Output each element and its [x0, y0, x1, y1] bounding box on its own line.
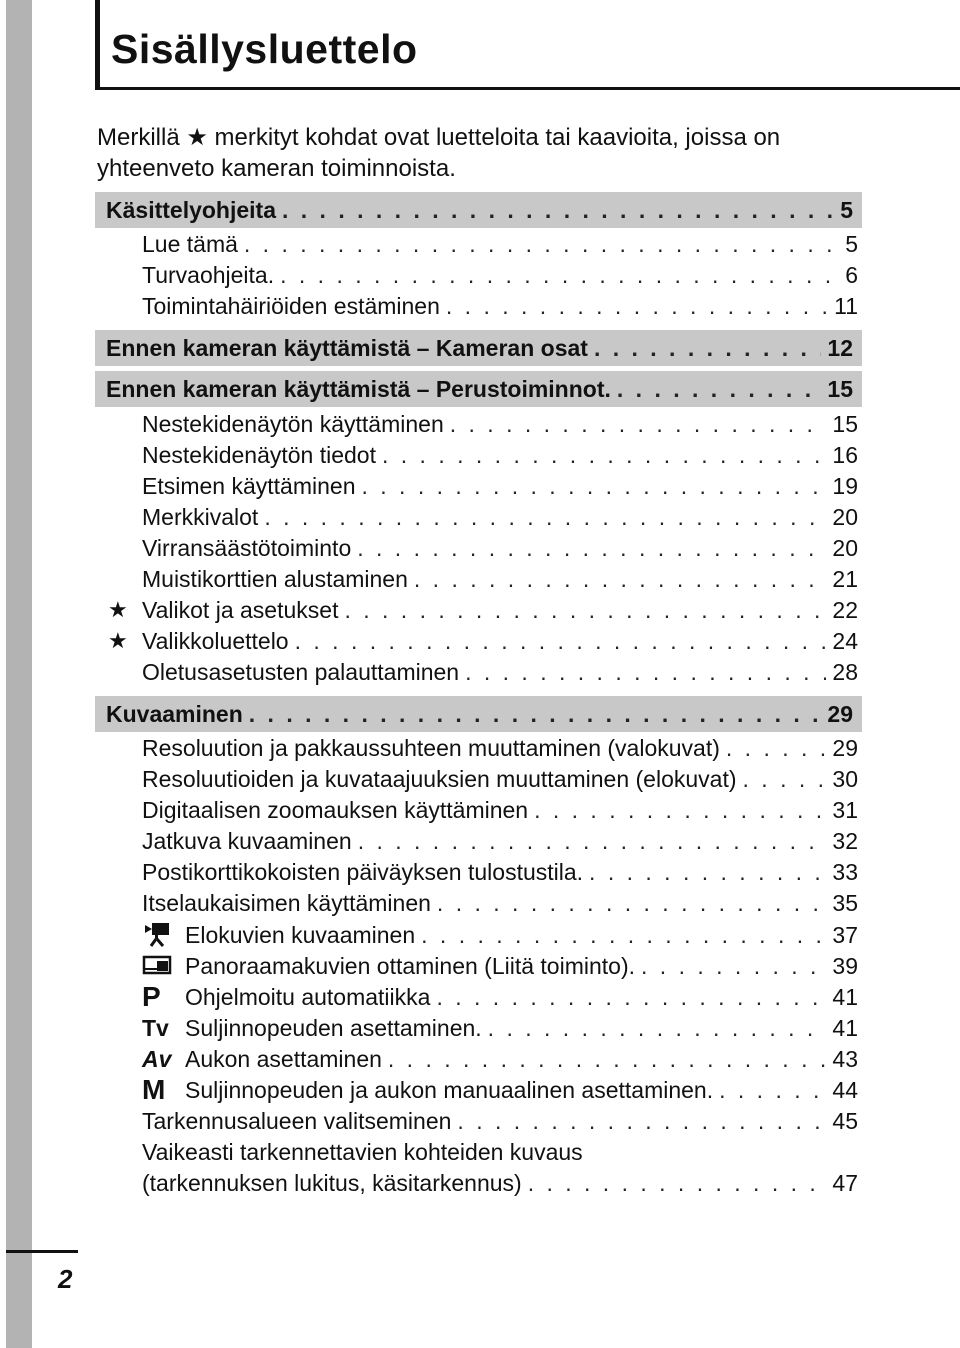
toc-page-number: 41 — [832, 983, 858, 1010]
program-mode-icon: P — [142, 981, 161, 1012]
dot-leader — [357, 535, 826, 562]
dot-leader — [534, 797, 826, 824]
toc-entry-label: Toimintahäiriöiden estäminen — [142, 292, 440, 319]
dot-leader — [446, 293, 828, 320]
star-icon: ★ — [108, 628, 128, 653]
dot-leader — [436, 984, 826, 1011]
toc-page-number: 22 — [832, 596, 858, 623]
toc-page-number: 16 — [832, 441, 858, 468]
toc-page-number: 39 — [832, 952, 858, 979]
toc-entry[interactable] — [142, 440, 858, 470]
dot-leader — [414, 566, 827, 593]
toc-page-number: 21 — [832, 565, 858, 592]
dot-leader — [617, 376, 822, 403]
toc-page-number: 30 — [832, 765, 858, 792]
toc-section-label: Ennen kameran käyttämistä – Perustoiminnot. — [106, 375, 611, 402]
toc-page-number: 19 — [832, 472, 858, 499]
toc-entry-label: Muistikorttien alustaminen — [142, 565, 408, 592]
toc-page-number: 15 — [832, 410, 858, 437]
toc-section[interactable] — [95, 192, 862, 228]
toc-section[interactable] — [95, 696, 862, 732]
toc-entry-label: Suljinnopeuden ja aukon manuaalinen asettaminen. — [185, 1076, 714, 1103]
dot-leader — [594, 335, 821, 362]
dot-leader — [457, 1108, 826, 1135]
toc-entry[interactable] — [185, 1044, 858, 1074]
dot-leader — [421, 922, 826, 949]
toc-entry-label: Valikot ja asetukset — [142, 596, 339, 623]
toc-entry-label: Nestekidenäytön tiedot — [142, 441, 376, 468]
toc-entry[interactable] — [185, 951, 858, 981]
aperture-priority-mode-icon: Av — [142, 1046, 172, 1072]
toc-entry-label: Resoluutioiden ja kuvataajuuksien muuttaminen (elokuvat) — [142, 765, 737, 792]
dot-leader — [264, 504, 826, 531]
toc-entry[interactable] — [185, 1075, 858, 1105]
toc-entry[interactable] — [142, 857, 858, 887]
manual-mode-icon: M — [142, 1074, 166, 1105]
toc-entry-label: Itselaukaisimen käyttäminen — [142, 889, 431, 916]
toc-entry[interactable] — [142, 826, 858, 856]
toc-section-label: Käsittelyohjeita — [106, 196, 276, 223]
toc-entry-label: Ohjelmoitu automatiikka — [185, 983, 431, 1010]
dot-leader — [465, 659, 826, 686]
toc-entry-label: Postikorttikokoisten päiväyksen tulostustila. — [142, 858, 584, 885]
toc-entry[interactable] — [142, 564, 858, 594]
toc-page-number: 11 — [834, 292, 858, 319]
toc-entry[interactable] — [142, 1168, 858, 1198]
toc-entry-label: Lue tämä — [142, 230, 238, 257]
toc-entry-label: Digitaalisen zoomauksen käyttäminen — [142, 796, 529, 823]
dot-leader — [726, 735, 827, 762]
dot-leader — [589, 859, 826, 886]
toc-page-number: 29 — [832, 734, 858, 761]
page-title: Sisällysluettelo — [111, 26, 418, 72]
dot-leader — [528, 1170, 827, 1197]
toc-entry[interactable] — [142, 471, 858, 501]
shutter-priority-mode-icon: Tv — [142, 1015, 169, 1041]
toc-page-number: 44 — [832, 1076, 858, 1103]
toc-entry[interactable] — [185, 920, 858, 950]
toc-entry-label: Panoraamakuvien ottaminen (Liitä toiminto). — [185, 952, 636, 979]
toc-page-number: 24 — [832, 627, 858, 654]
toc-page-number: 5 — [845, 230, 858, 257]
toc-entry-label[interactable]: Vaikeasti tarkennettavien kohteiden kuvaus — [142, 1139, 583, 1165]
toc-entry-label: Etsimen käyttäminen — [142, 472, 356, 499]
toc-page-number: 32 — [832, 827, 858, 854]
toc-entry[interactable] — [142, 533, 858, 563]
dot-leader — [295, 628, 827, 655]
dot-leader — [361, 473, 826, 500]
dot-leader — [358, 828, 827, 855]
dot-leader — [344, 597, 826, 624]
toc-page-number: 20 — [832, 534, 858, 561]
dot-leader — [382, 442, 826, 469]
toc-page-number: 43 — [832, 1045, 858, 1072]
toc-entry[interactable] — [142, 733, 858, 763]
toc-section-label: Kuvaaminen — [106, 700, 243, 727]
toc-section[interactable] — [95, 371, 862, 407]
toc-page-number: 31 — [832, 796, 858, 823]
dot-leader — [282, 197, 834, 224]
toc-entry-label: Nestekidenäytön käyttäminen — [142, 410, 444, 437]
toc-section[interactable] — [95, 330, 862, 366]
toc-entry[interactable] — [142, 764, 858, 794]
toc-entry-label: Resoluution ja pakkaussuhteen muuttaminen (valokuvat) — [142, 734, 720, 761]
dot-leader — [388, 1046, 827, 1073]
dot-leader — [280, 262, 839, 289]
toc-entry-label: Oletusasetusten palauttaminen — [142, 658, 460, 685]
toc-page-number: 29 — [827, 700, 853, 727]
toc-entry[interactable] — [185, 982, 858, 1012]
intro-line-2: yhteenveto kameran toiminnoista. — [97, 155, 456, 182]
dot-leader — [244, 231, 839, 258]
movie-mode-icon — [142, 920, 172, 950]
toc-entry[interactable] — [142, 1106, 858, 1136]
toc-page-number: 45 — [832, 1107, 858, 1134]
toc-page-number: 5 — [840, 196, 853, 223]
toc-page-number: 20 — [832, 503, 858, 530]
toc-page-number: 37 — [832, 921, 858, 948]
toc-entry[interactable] — [142, 409, 858, 439]
toc-entry[interactable] — [142, 502, 858, 532]
toc-entry[interactable] — [142, 795, 858, 825]
dot-leader — [249, 701, 822, 728]
toc-entry-label: (tarkennuksen lukitus, käsitarkennus) — [142, 1169, 522, 1196]
toc-page-number: 33 — [832, 858, 858, 885]
toc-page-number: 35 — [832, 889, 858, 916]
toc-entry-label: Merkkivalot — [142, 503, 259, 530]
dot-leader — [437, 890, 826, 917]
dot-leader — [450, 411, 827, 438]
toc-page-number: 47 — [832, 1169, 858, 1196]
dot-leader — [719, 1077, 826, 1104]
toc-page-number: 6 — [845, 261, 858, 288]
toc-entry[interactable] — [185, 1013, 858, 1043]
toc-entry-label: Aukon asettaminen — [185, 1045, 382, 1072]
toc-entry-label: Virransäästötoiminto — [142, 534, 352, 561]
toc-entry-label: Suljinnopeuden asettaminen. — [185, 1014, 482, 1041]
toc-entry-label: Turvaohjeita. — [142, 261, 275, 288]
toc-entry[interactable] — [142, 888, 858, 918]
toc-page-number: 41 — [832, 1014, 858, 1041]
toc-entry[interactable] — [142, 626, 858, 656]
toc-entry-label: Jatkuva kuvaaminen — [142, 827, 352, 854]
dot-leader — [488, 1015, 827, 1042]
toc-entry[interactable] — [142, 657, 858, 687]
toc-page-number: 15 — [827, 375, 853, 402]
page-number: 2 — [58, 1264, 73, 1294]
toc-entry-label: Valikkoluettelo — [142, 627, 289, 654]
toc-entry[interactable] — [142, 291, 858, 321]
toc-entry-label: Tarkennusalueen valitseminen — [142, 1107, 452, 1134]
toc-entry-label: Elokuvien kuvaaminen — [185, 921, 416, 948]
dot-leader — [641, 953, 826, 980]
stitch-assist-icon — [142, 951, 174, 981]
toc-entry[interactable] — [142, 595, 858, 625]
toc-entry[interactable] — [142, 260, 858, 290]
toc-page-number: 12 — [827, 334, 853, 361]
toc-entry[interactable] — [142, 229, 858, 259]
dot-leader — [743, 766, 827, 793]
intro-line-1: Merkillä ★ merkityt kohdat ovat luetteloita tai kaavioita, joissa on — [97, 124, 781, 151]
star-icon: ★ — [108, 597, 128, 622]
toc-page-number: 28 — [832, 658, 858, 685]
toc-section-label: Ennen kameran käyttämistä – Kameran osat — [106, 334, 588, 361]
